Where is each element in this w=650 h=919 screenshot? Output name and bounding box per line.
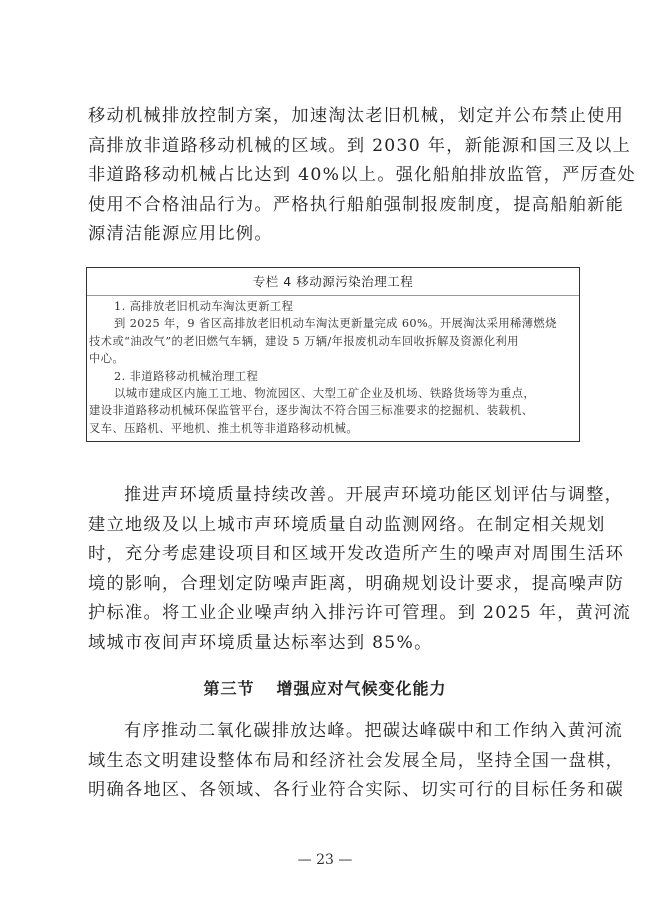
column-box-mobile-source-pollution xyxy=(86,267,580,442)
text-line: 建立地级及以上城市声环境质量自动监测网络。在制定相关规划 xyxy=(88,514,606,535)
text-line: 移动机械排放控制方案，加速淘汰老旧机械，划定并公布禁止使用 xyxy=(88,106,625,126)
box-item-2-line: 以城市建成区内施工工地、物流园区、大型工矿企业及机场、铁路货场等为重点， xyxy=(114,387,536,401)
box-item-2-line: 建设非道路移动机械环保监管平台，逐步淘汰不符合国三标准要求的挖掘机、装载机、 xyxy=(89,404,534,418)
text-line: 使用不合格油品行为。严格执行船舶强制报废制度，提高船舶新能 xyxy=(88,194,625,215)
text-line: 境的影响，合理划定防噪声距离，明确规划设计要求，提高噪声防 xyxy=(88,573,625,594)
text-line: 域城市夜间声环境质量达标率达到 85%。 xyxy=(88,632,433,653)
text-line: 源清洁能源应用比例。 xyxy=(88,224,273,245)
box-item-1-line: 中心。 xyxy=(89,352,125,366)
text-line: 高排放非道路移动机械的区域。到 2030 年，新能源和国三及以上 xyxy=(88,135,632,156)
paragraph-mobile-machinery xyxy=(88,102,637,250)
text-line: 时，充分考虑建设项目和区域开发改造所产生的噪声对周围生活环 xyxy=(88,544,625,565)
text-line: 非道路移动机械占比达到 40%以上。强化船舶排放监管，严厉查处 xyxy=(88,165,637,186)
box-item-2-title: 2. 非道路移动机械治理工程 xyxy=(114,369,259,383)
section-number: 第三节 xyxy=(203,679,255,698)
box-body xyxy=(87,296,579,437)
paragraph-carbon-peak xyxy=(88,717,625,806)
page-number: — 23 — xyxy=(297,852,353,868)
paragraph-noise-environment xyxy=(88,481,632,659)
box-title: 专栏 4 移动源污染治理工程 xyxy=(87,268,579,296)
text-line: 有序推动二氧化碳排放达峰。把碳达峰碳中和工作纳入黄河流 xyxy=(124,721,624,741)
text-line: 推进声环境质量持续改善。开展声环境功能区划评估与调整， xyxy=(124,485,624,505)
text-line: 域生态文明建设整体布局和经济社会发展全局，坚持全国一盘棋， xyxy=(88,750,625,771)
section-title: 增强应对气候变化能力 xyxy=(276,679,447,698)
text-line: 明确各地区、各领域、各行业符合实际、切实可行的目标任务和碳 xyxy=(88,780,625,801)
box-item-2-line: 叉车、压路机、平地机、推土机等非道路移动机械。 xyxy=(89,421,359,435)
box-item-1-line: 技术或“油改气”的老旧燃气车辆，建设 5 万辆/年报废机动车回收拆解及资源化利用 xyxy=(89,334,519,348)
section-heading xyxy=(0,676,650,699)
text-line: 护标准。将工业企业噪声纳入排污许可管理。到 2025 年，黄河流 xyxy=(88,603,632,624)
box-item-1-line: 到 2025 年，9 省区高排放老旧机动车淘汰更新量完成 60%。开展淘汰采用稀薄燃烧 xyxy=(114,317,557,331)
box-item-1-title: 1. 高排放老旧机动车淘汰更新工程 xyxy=(114,300,294,313)
